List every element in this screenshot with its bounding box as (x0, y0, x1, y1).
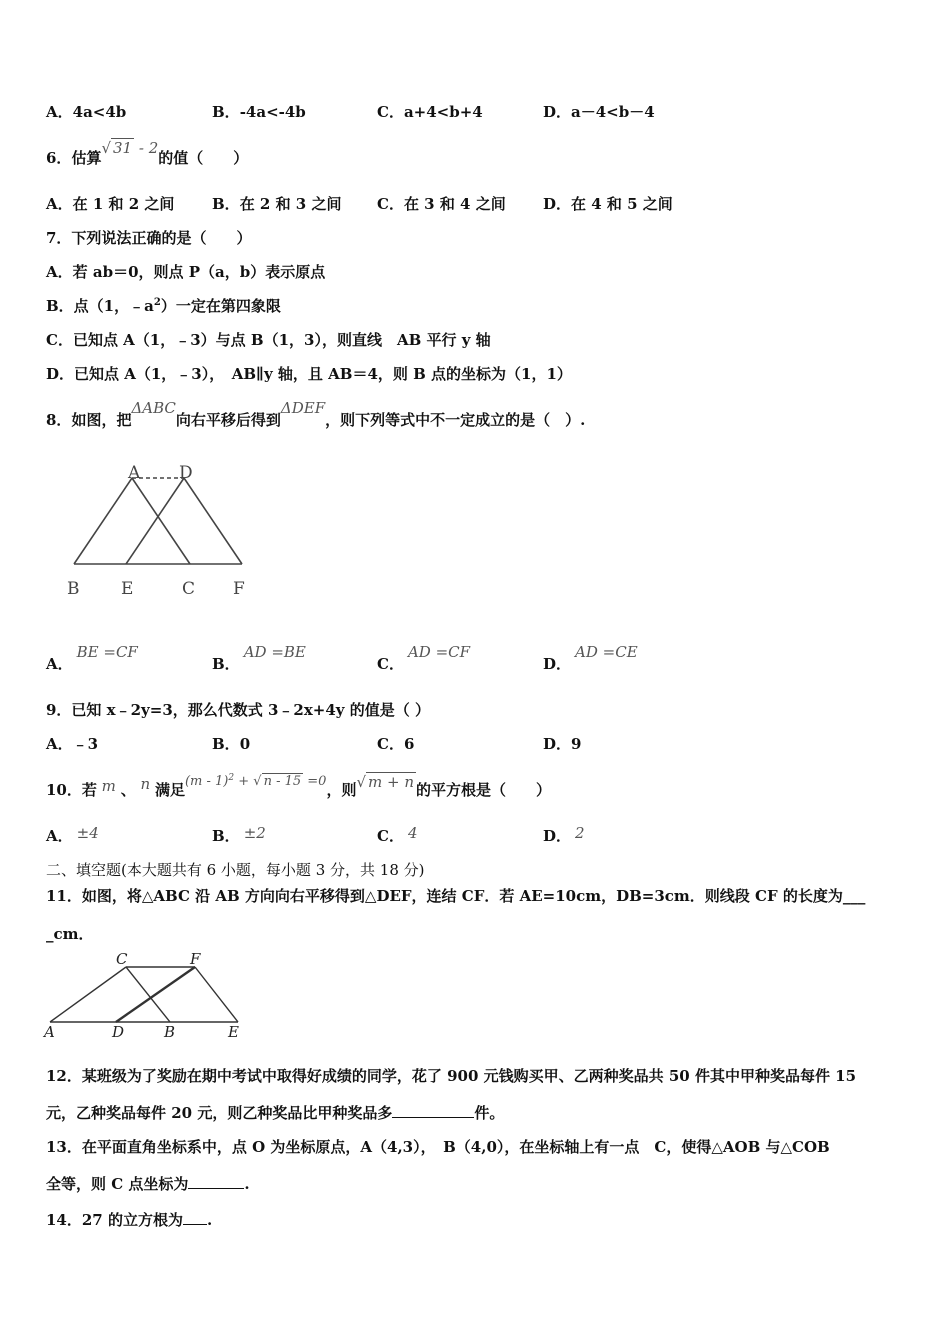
q12-line2: 元，乙种奖品每件 20 元，则乙种奖品比甲种奖品多 件。 (46, 1104, 505, 1122)
q13-line1: 13．在平面直角坐标系中，点 O 为坐标原点，A（4,3）， B（4,0），在坐标轴上有一点 C，使得△AOB 与△COB (46, 1138, 830, 1156)
q11-label-c: C (116, 950, 128, 968)
q6-stem: 6．估算√ 31 - 2的值（ ） (46, 139, 249, 167)
q5-option-b: B．-4a<-4b (212, 103, 306, 121)
triangle-def: ΔDEF (280, 399, 326, 417)
q6-option-c: C．在 3 和 4 之间 (377, 195, 506, 213)
q9-option-c: C．6 (377, 735, 415, 753)
q8-label-e: E (121, 579, 134, 599)
q8-label-f: F (233, 579, 245, 599)
q11-label-d: D (112, 1023, 125, 1041)
q8-figure (60, 458, 260, 603)
section-2-heading: 二、填空题(本大题共有 6 小题，每小题 3 分，共 18 分) (46, 861, 425, 879)
q11-label-a: A (44, 1023, 55, 1041)
q6-option-a: A．在 1 和 2 之间 (46, 195, 175, 213)
q8-label-b: B (67, 579, 80, 599)
q11-figure (40, 950, 250, 1042)
q12-line1: 12．某班级为了奖励在期中考试中取得好成绩的同学，花了 900 元钱购买甲、乙两种奖品共 50 件其中甲种奖品每件 15 (46, 1067, 857, 1085)
q10-option-a: A． ±4 (46, 824, 99, 845)
q10-option-c: C． 4 (377, 824, 418, 845)
q9-option-b: B．0 (212, 735, 251, 753)
q11-label-b: B (164, 1023, 176, 1041)
q14-answer-blank[interactable] (183, 1210, 207, 1225)
q6-option-d: D．在 4 和 5 之间 (543, 195, 673, 213)
q10-stem: 10．若 m 、 n 满足(m - 1)$^2$ + √ n - 15 =0，则√ m + n 的平方根是（ ） (46, 773, 552, 799)
q11-line1: 11．如图，将△ABC 沿 AB 方向向右平移得到△DEF，连结 CF．若 AE=10cm，DB=3cm．则线段 CF 的长度为___ (46, 887, 866, 905)
q9-stem: 9．已知 x﹣2y=3，那么代数式 3﹣2x+4y 的值是（ ） (46, 701, 430, 719)
q8-option-a: A．BE =CF (46, 643, 138, 673)
q13-line2: 全等，则 C 点坐标为 . (46, 1175, 250, 1193)
q9-option-d: D．9 (543, 735, 582, 753)
q7-option-d: D．已知点 A（1，﹣3）， AB∥y 轴，且 AB＝4，则 B 点的坐标为（1，1） (46, 365, 572, 383)
q11-line2: _cm． (46, 925, 94, 943)
q11-label-f: F (190, 950, 201, 968)
q9-option-a: A．﹣3 (46, 735, 99, 753)
q5-option-c: C．a+4<b+4 (377, 103, 483, 121)
q8-stem: 8．如图，把ΔABC向右平移后得到ΔDEF，则下列等式中不一定成立的是（ ）. (46, 399, 586, 429)
q12-answer-blank[interactable] (392, 1103, 474, 1118)
q11-label-e: E (228, 1023, 239, 1041)
q7-stem: 7．下列说法正确的是（ ） (46, 229, 252, 247)
q13-answer-blank[interactable] (188, 1174, 244, 1189)
q8-label-a: A (128, 463, 141, 483)
q10-option-b: B． ±2 (212, 824, 266, 845)
triangle-abc: ΔABC (131, 399, 176, 417)
q7-option-b: B．点（1，$﹣a^2$）一定在第四象限 (46, 297, 281, 315)
q10-option-d: D． 2 (543, 824, 585, 845)
q5-option-d: D．a－4<b－4 (543, 103, 655, 121)
q7-option-c: C．已知点 A（1，﹣3）与点 B（1，3），则直线 AB 平行 y 轴 (46, 331, 491, 349)
q6-option-b: B．在 2 和 3 之间 (212, 195, 342, 213)
q7-option-a: A．若 ab＝0，则点 P（a，b）表示原点 (46, 263, 326, 281)
q5-option-a: A．4a<4b (46, 103, 127, 121)
q8-option-b: B．AD =BE (212, 643, 306, 673)
q8-label-d: D (179, 463, 193, 483)
q8-option-c: C．AD =CF (377, 643, 471, 673)
q8-option-d: D．AD =CE (543, 643, 638, 673)
q8-label-c: C (182, 579, 196, 599)
q14-stem: 14．27 的立方根为 . (46, 1211, 213, 1229)
